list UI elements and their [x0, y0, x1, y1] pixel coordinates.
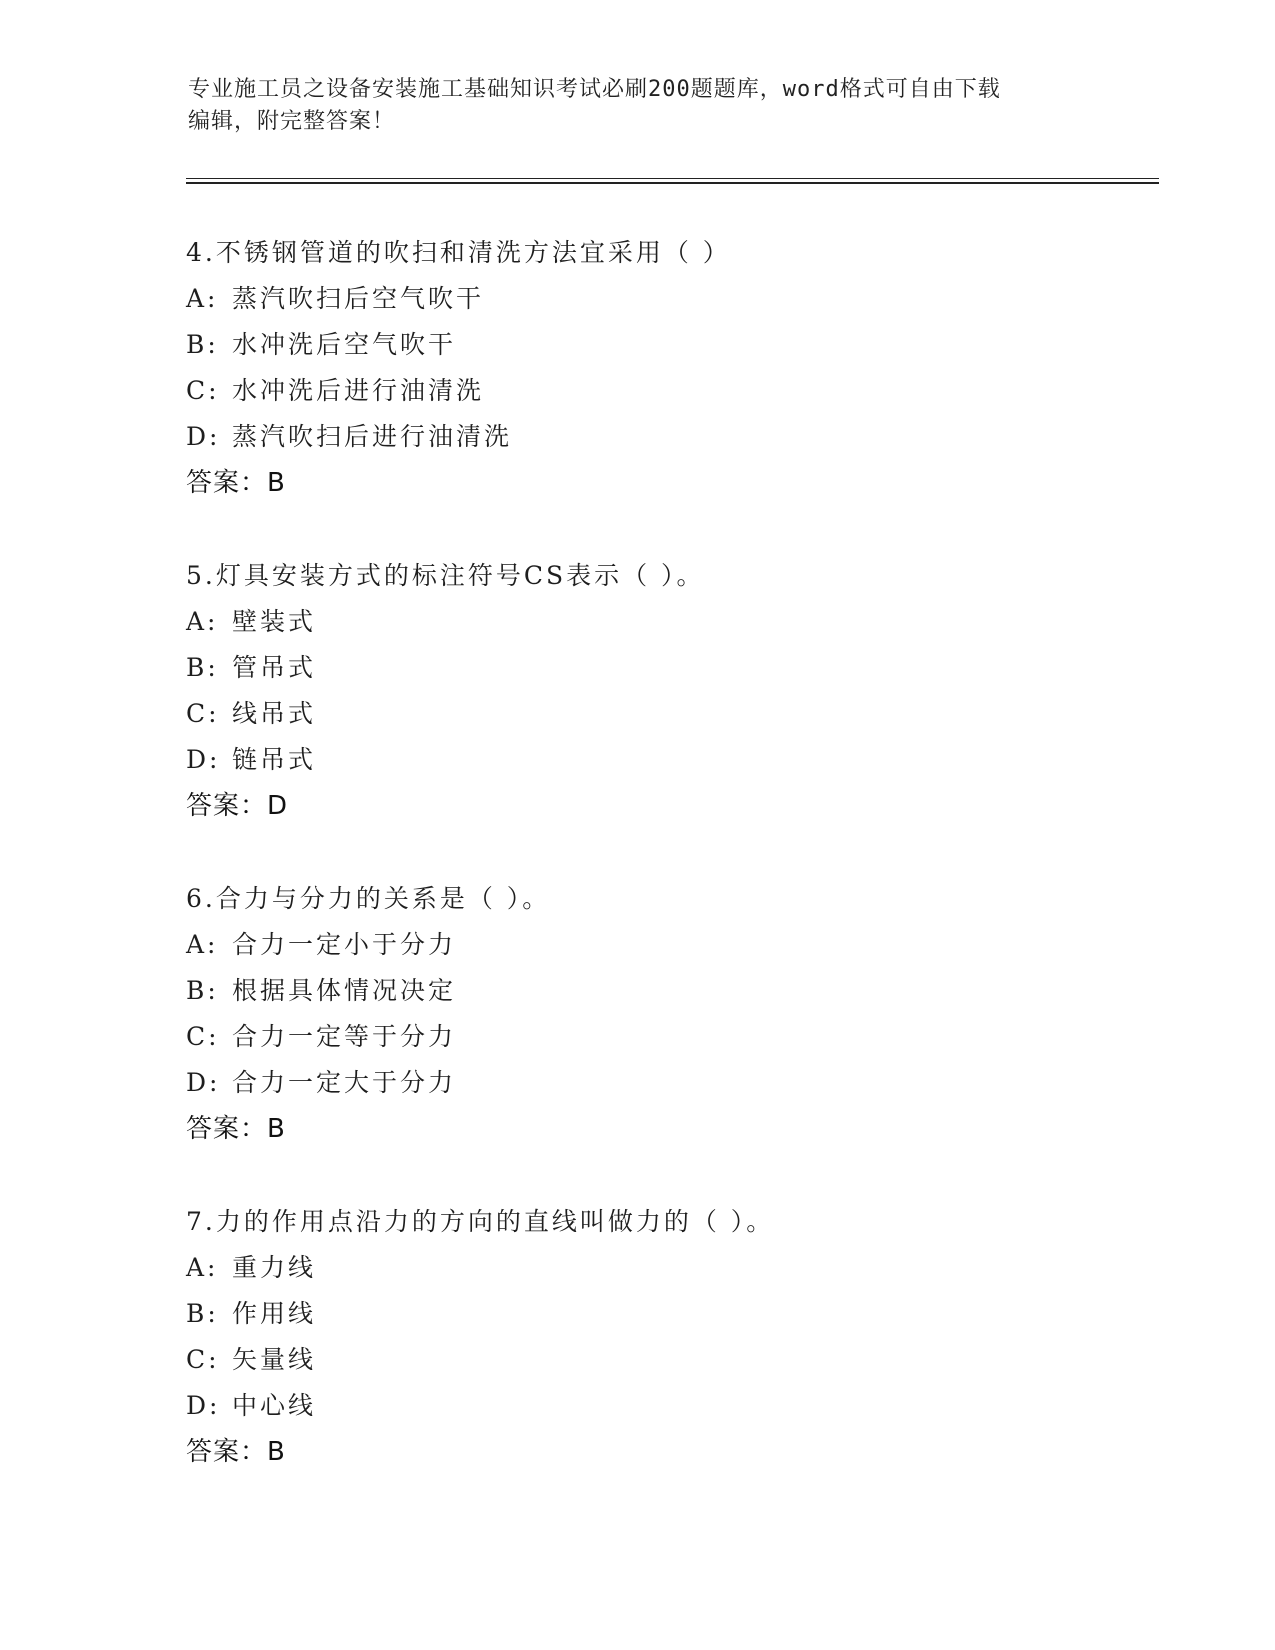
option-letter: D: [186, 745, 221, 774]
header-line-1: 专业施工员之设备安装施工基础知识考试必刷200题题库，word格式可自由下载 [188, 77, 1001, 102]
header-divider-thick [186, 182, 1159, 184]
header-line-2: 编辑，附完整答案！ [188, 109, 396, 134]
option-text: 管吊式 [232, 653, 317, 682]
option-letter: B: [186, 330, 219, 359]
option-text: 链吊式 [232, 745, 317, 774]
option-letter: A: [186, 930, 219, 959]
option-c [186, 691, 1146, 737]
option-c [186, 1014, 1146, 1060]
option-letter: A: [186, 284, 219, 313]
option-text: 合力一定小于分力 [232, 930, 457, 959]
option-text: 作用线 [232, 1299, 317, 1328]
question-block [186, 876, 1146, 1152]
option-d [186, 1060, 1146, 1106]
option-b [186, 322, 1146, 368]
option-text: 线吊式 [232, 699, 317, 728]
document-header [188, 74, 1088, 138]
option-letter: D: [186, 1391, 221, 1420]
answer-line: 答案：B [186, 1437, 286, 1467]
option-letter: A: [186, 607, 219, 636]
question-stem: 7.力的作用点沿力的方向的直线叫做力的（ ）。 [186, 1207, 775, 1236]
option-c [186, 1337, 1146, 1383]
option-a [186, 1245, 1146, 1291]
option-text: 壁装式 [232, 607, 317, 636]
header-divider-thin [186, 178, 1159, 179]
option-letter: C: [186, 1022, 220, 1051]
option-a [186, 276, 1146, 322]
question-stem: 5.灯具安装方式的标注符号CS表示（ ）。 [186, 561, 705, 590]
option-text: 合力一定等于分力 [232, 1022, 457, 1051]
option-a [186, 922, 1146, 968]
option-text: 水冲洗后空气吹干 [232, 330, 457, 359]
option-b [186, 1291, 1146, 1337]
option-letter: D: [186, 422, 221, 451]
option-text: 合力一定大于分力 [232, 1068, 457, 1097]
option-letter: B: [186, 976, 219, 1005]
option-text: 水冲洗后进行油清洗 [232, 376, 485, 405]
question-block [186, 230, 1146, 506]
option-letter: C: [186, 376, 220, 405]
question-block [186, 1199, 1146, 1475]
option-text: 中心线 [232, 1391, 317, 1420]
option-c [186, 368, 1146, 414]
option-letter: A: [186, 1253, 219, 1282]
answer-line: 答案：D [186, 791, 289, 821]
option-letter: B: [186, 653, 219, 682]
option-letter: C: [186, 1345, 220, 1374]
option-b [186, 968, 1146, 1014]
option-letter: C: [186, 699, 220, 728]
option-d [186, 737, 1146, 783]
option-text: 重力线 [232, 1253, 317, 1282]
answer-line: 答案：B [186, 1114, 286, 1144]
option-letter: D: [186, 1068, 221, 1097]
answer-line: 答案：B [186, 468, 286, 498]
option-d [186, 414, 1146, 460]
option-text: 根据具体情况决定 [232, 976, 457, 1005]
option-d [186, 1383, 1146, 1429]
question-stem: 4.不锈钢管道的吹扫和清洗方法宜采用（ ） [186, 238, 731, 267]
option-letter: B: [186, 1299, 219, 1328]
option-a [186, 599, 1146, 645]
option-text: 蒸汽吹扫后进行油清洗 [232, 422, 513, 451]
option-text: 蒸汽吹扫后空气吹干 [232, 284, 485, 313]
option-text: 矢量线 [232, 1345, 317, 1374]
option-b [186, 645, 1146, 691]
question-block [186, 553, 1146, 829]
question-stem: 6.合力与分力的关系是（ ）。 [186, 884, 551, 913]
